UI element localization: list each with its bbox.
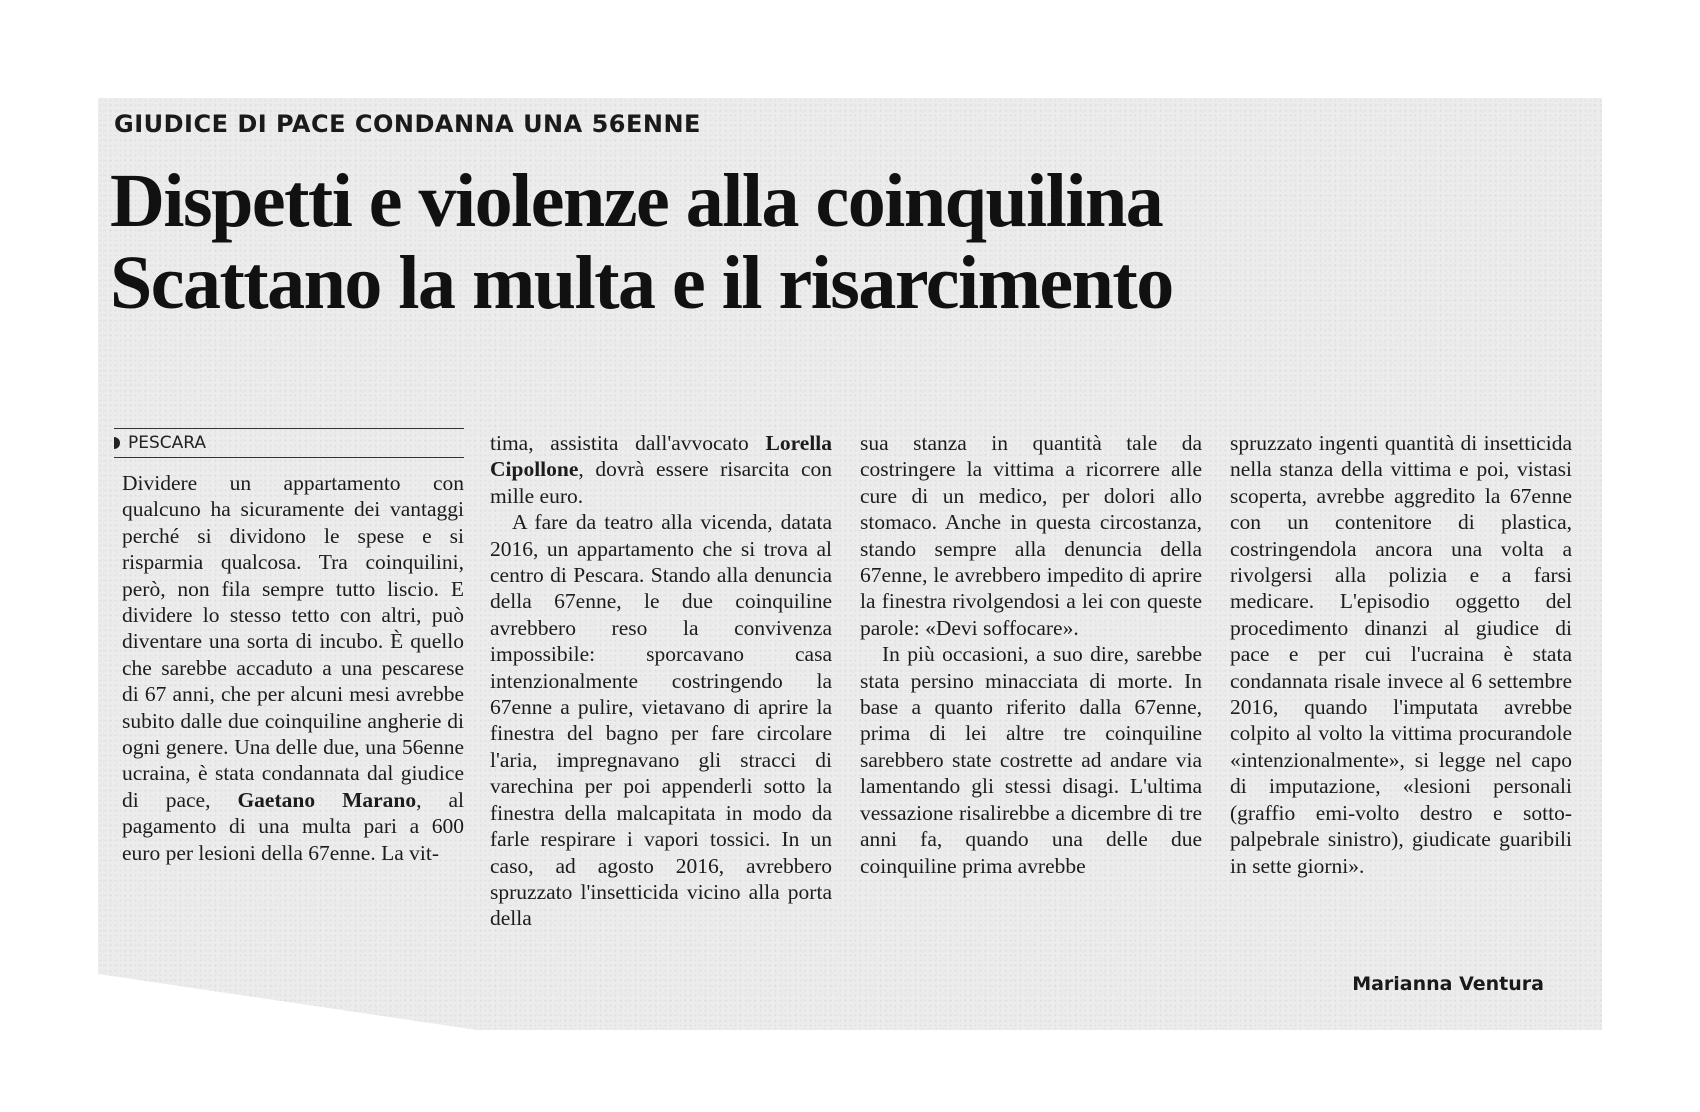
paragraph-text: tima, assistita dall'avvocato [490, 431, 749, 455]
kicker: GIUDICE DI PACE CONDANNA UNA 56ENNE [114, 110, 701, 138]
article-column-1 [122, 470, 464, 866]
headline [110, 160, 1590, 324]
headline-line-2: Scattano la multa e il risarcimento [110, 241, 1173, 325]
paragraph [122, 470, 464, 866]
paragraph: spruzzato ingenti quantità di insetticida nella stanza della vittima e poi, vistasi scoperta, avrebbe aggredito la 67enne con un contenitore di plastica, costringendola ancora una volta a rivolgersi alla polizia e a farsi medicare. L'episodio oggetto del procedimento dinanzi al giudice di pace e per cui l'ucraina è stata condannata risale invece al 6 settembre 2016, quando l'imputata avrebbe colpito al volto la vittima procurandole «intenzionalmente», si legge nel capo di imputazione, «lesioni personali (graffio emi-volto destro e sotto-palpebrale sinistro), giudicate guaribili in sette giorni». [1230, 431, 1572, 878]
article-column-4 [1230, 430, 1572, 879]
dateline [114, 428, 464, 458]
paragraph [490, 430, 832, 509]
article-column-3 [860, 430, 1202, 879]
dateline-text: PESCARA [128, 433, 207, 453]
judge-name: Gaetano Marano [237, 787, 417, 812]
newspaper-clipping [98, 98, 1602, 1030]
paragraph: A fare da teatro alla vicenda, datata 2016, un appartamento che si trova al centro di Pescara. Stando alla denuncia della 67enne, le due coinquiline avrebbero reso la convivenza impossibile: sporcavano casa intenzionalmente costringendo la 67enne a pulire, vietavano di aprire la finestra del bagno per fare circolare l'aria, impregnavano gli stracci di varechina per poi appenderli sotto la finestra della malcapitata in modo da farle respirare i vapori tossici. In un caso, ad agosto 2016, avrebbero spruzzato l'insetticida vicino alla porta della [490, 510, 832, 931]
dateline-bullet-icon [114, 437, 120, 449]
article-column-2 [490, 430, 832, 932]
paragraph-text: , al pagamento di una multa pari a 600 euro per lesioni della 67enne. La vit- [122, 787, 464, 865]
paragraph: sua stanza in quantità tale da costringere la vittima a ricorrere alle cure di un medico, per dolori allo stomaco. Anche in questa circostanza, stando sempre alla denuncia della 67enne, le avrebbero impedito di aprire la finestra rivolgendosi a lei con queste parole: «Devi soffocare». [860, 431, 1202, 640]
lawyer-name: Lorella Cipollone [490, 431, 833, 482]
byline: Marianna Ventura [1352, 973, 1544, 995]
paragraph-text: Dividere un appartamento con qualcuno ha sicuramente dei vantaggi perché si dividono le spese e si risparmia qualcosa. Tra coinquilini, però, non fila sempre tutto liscio. E dividere lo stesso tetto con altri, può diventare una sorta di incubo. È quello che sarebbe accaduto a una pescarese di 67 anni, che per alcuni mesi avrebbe subito dalle due coinquiline angherie di ogni genere. Una delle due, una 56enne ucraina, è stata condannata dal giudice di pace, [122, 471, 464, 812]
paragraph-text: , dovrà essere risarcita con mille euro. [490, 457, 832, 508]
paragraph: In più occasioni, a suo dire, sarebbe stata persino minacciata di morte. In base a quanto riferito dalla 67enne, prima di lei altre tre coinquiline sarebbero state costrette ad andare via lamentando gli stessi disagi. L'ultima vessazione risalirebbe a dicembre di tre anni fa, quando una delle due coinquiline prima avrebbe [860, 642, 1202, 878]
headline-line-1: Dispetti e violenze alla coinquilina [110, 159, 1163, 243]
